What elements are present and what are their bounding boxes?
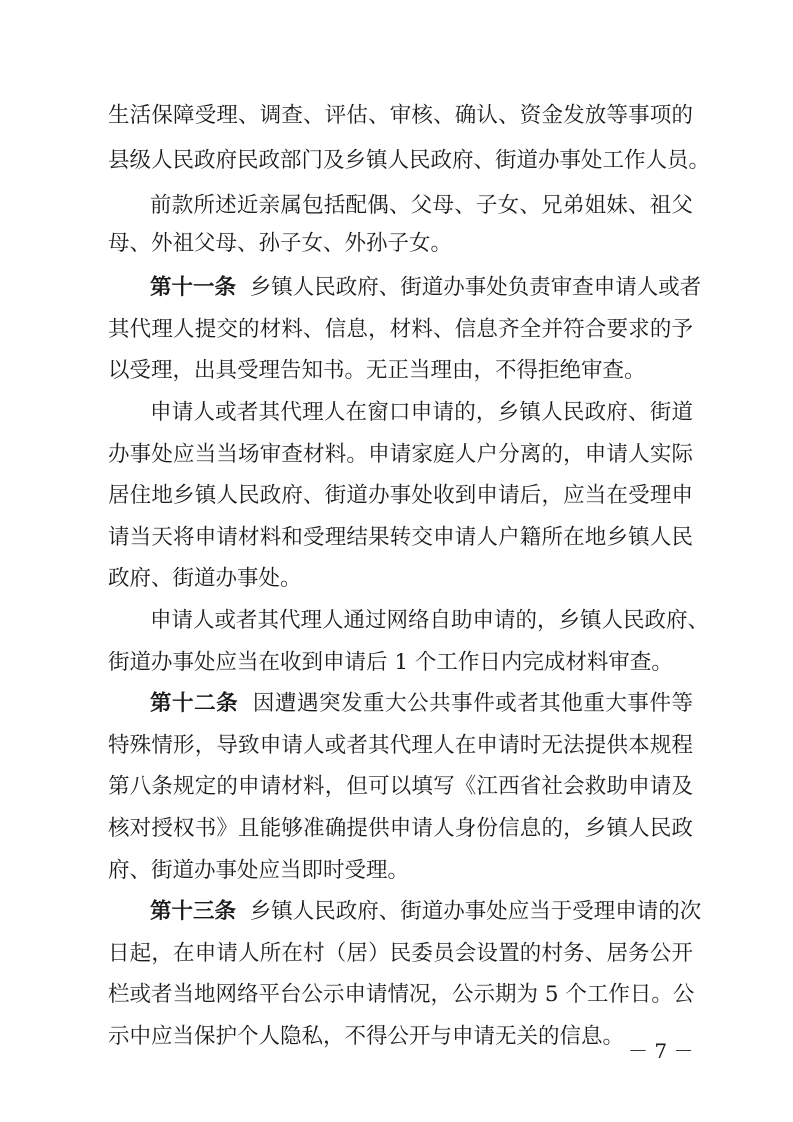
- text-line: 请当天将申请材料和受理结果转交申请人户籍所在地乡镇人民: [108, 525, 693, 550]
- text-line: 办事处应当当场审查材料。申请家庭人户分离的，申请人实际: [108, 442, 693, 467]
- text-line: 申请人或者其代理人通过网络自助申请的，乡镇人民政府、: [150, 608, 710, 633]
- text-line: 政府、街道办事处。: [108, 566, 302, 591]
- article-text: 因遭遇突发重大公共事件或者其他重大事件等: [252, 691, 693, 716]
- article-heading: 第十三条: [150, 899, 237, 924]
- article-line: [150, 689, 693, 719]
- text-line: 生活保障受理、调查、评估、审核、确认、资金发放等事项的: [108, 103, 693, 128]
- text-line: 日起，在申请人所在村（居）民委员会设置的村务、居务公开: [108, 941, 693, 966]
- article-text: 乡镇人民政府、街道办事处负责审查申请人或者: [249, 275, 702, 300]
- text-line: 申请人或者其代理人在窗口申请的，乡镇人民政府、街道: [150, 400, 693, 425]
- text-line: 特殊情形，导致申请人或者其代理人在申请时无法提供本规程: [108, 733, 693, 758]
- text-line: 居住地乡镇人民政府、街道办事处收到申请后，应当在受理申: [108, 483, 693, 508]
- text-line: 其代理人提交的材料、信息，材料、信息齐全并符合要求的予: [108, 317, 693, 342]
- article-text: 乡镇人民政府、街道办事处应当于受理申请的次: [249, 899, 702, 924]
- article-line: [150, 897, 702, 927]
- text-line: 核对授权书》且能够准确提供申请人身份信息的，乡镇人民政: [108, 816, 693, 841]
- text-line: 前款所述近亲属包括配偶、父母、子女、兄弟姐妹、祖父: [150, 193, 693, 218]
- text-line: 示中应当保护个人隐私，不得公开与申请无关的信息。: [108, 1024, 625, 1049]
- text-line: 以受理，出具受理告知书。无正当理由，不得拒绝审查。: [108, 358, 646, 383]
- article-heading: 第十二条: [150, 691, 239, 716]
- text-line: 母、外祖父母、孙子女、外孙子女。: [108, 231, 453, 256]
- article-heading: 第十一条: [150, 275, 237, 300]
- article-line: [150, 273, 702, 303]
- text-line: 府、街道办事处应当即时受理。: [108, 858, 410, 883]
- text-line: 县级人民政府民政部门及乡镇人民政府、街道办事处工作人员。: [108, 148, 711, 173]
- text-line: 街道办事处应当在收到申请后 1 个工作日内完成材料审查。: [108, 650, 673, 675]
- text-line: 栏或者当地网络平台公示申请情况，公示期为 5 个工作日。公: [108, 982, 695, 1007]
- text-line: 第八条规定的申请材料，但可以填写《江西省社会救助申请及: [108, 774, 693, 799]
- page-number: － 7 －: [628, 1039, 694, 1063]
